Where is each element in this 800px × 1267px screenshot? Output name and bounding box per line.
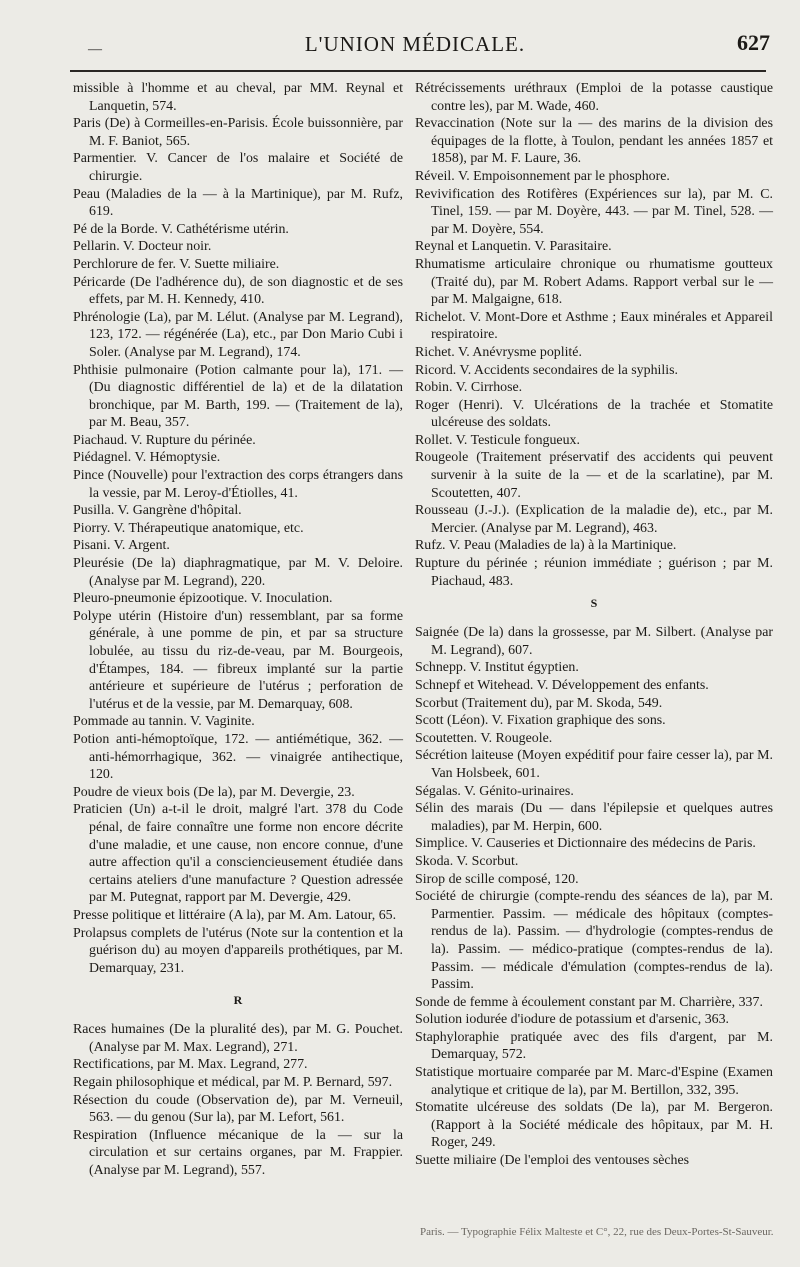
index-entry: Rétrécissements uréthraux (Emploi de la potasse caustique contre les), par M. Wade, 460. (415, 81, 773, 114)
index-entry: Rufz. V. Peau (Maladies de la) à la Martinique. (415, 538, 677, 554)
index-entry: Prolapsus complets de l'utérus (Note sur la contention et la guérison du) au moyen d'appareils prothétiques, par M. Demarquay, 231. (73, 925, 403, 976)
index-entry: Pommade au tannin. V. Vaginite. (73, 714, 255, 730)
index-entry: Statistique mortuaire comparée par M. Marc-d'Espine (Examen analytique et critique de la), par M. Bertillon, 332, 395. (415, 1065, 773, 1098)
index-entry: Pellarin. V. Docteur noir. (73, 239, 212, 255)
index-entry: Scorbut (Traitement du), par M. Skoda, 549. (415, 695, 663, 711)
index-entry: Sonde de femme à écoulement constant par M. Charrière, 337. (415, 994, 763, 1010)
index-entry: Peau (Maladies de la — à la Martinique), par M. Rufz, 619. (73, 186, 403, 220)
running-head (60, 28, 770, 64)
index-entry: Piédagnel. V. Hémoptysie. (73, 450, 221, 466)
index-entry: Rupture du périnée ; réunion immédiate ; guérison ; par M. Piachaud, 483. (415, 556, 773, 589)
index-entry: Schnepf et Witehead. V. Développement des enfants. (415, 678, 709, 693)
index-entry: Richet. V. Anévrysme poplité. (415, 344, 582, 360)
index-entry: Paris (De) à Cormeilles-en-Parisis. École buissonnière, par M. F. Baniot, 565. (73, 116, 403, 149)
index-entry: Pusilla. V. Gangrène d'hôpital. (73, 503, 242, 519)
index-entry: Piachaud. V. Rupture du périnée. (73, 432, 256, 448)
index-entry: Poudre de vieux bois (De la), par M. Devergie, 23. (73, 784, 355, 800)
index-entry: Rougeole (Traitement préservatif des accidents qui peuvent survenir à la suite de la — et de la scarlatine), par M. Scoutetten, 407. (415, 450, 773, 501)
index-entry: Scott (Léon). V. Fixation graphique des sons. (415, 713, 666, 729)
index-entry: Phthisie pulmonaire (Potion calmante pour la), 171. — (Du diagnostic différentiel de la) et de la dilatation bronchique, par M. Barth, 199. — (Traitement de la), par M. Beau, 357. (73, 362, 403, 431)
index-entry: Pisani. V. Argent. (73, 538, 170, 554)
entries-p (73, 80, 403, 977)
index-entry: Richelot. V. Mont-Dore et Asthme ; Eaux minérales et Appareil respiratoire. (415, 309, 773, 343)
header-mark: — (88, 42, 102, 57)
header-rule (70, 70, 766, 72)
index-entry: Stomatite ulcéreuse des soldats (De la), par M. Bergeron. (Rapport à la Société médicale des hôpitaux, par M. H. Roger, 249. (415, 1100, 773, 1151)
index-entry: Saignée (De la) dans la grossesse, par M. Silbert. (Analyse par M. Legrand), 607. (415, 625, 773, 658)
index-entry: Solution iodurée d'iodure de potassium et d'arsenic, 363. (415, 1012, 730, 1028)
index-entry: Presse politique et littéraire (A la), par M. Am. Latour, 65. (73, 907, 397, 923)
index-entry: Praticien (Un) a-t-il le droit, malgré l'art. 378 du Code pénal, de faire connaître une forme non encore décrite d'une maladie, et une cause, non encore connue, d'une autre affection qu'il a consciencieusement étudiée dans certains ateliers d'une manufacture ? Question adressée par M. Putegnat, rapport par M. Devergie, 429. (73, 802, 403, 906)
index-entry: Scoutetten. V. Rougeole. (415, 730, 553, 746)
index-entry: Péricarde (De l'adhérence du), de son diagnostic et de ses effets, par M. H. Kennedy, 410. (73, 274, 403, 308)
index-entry: Reynal et Lanquetin. V. Parasitaire. (415, 239, 612, 255)
index-entry: Rousseau (J.-J.). (Explication de la maladie de), etc., par M. Mercier. (Analyse par M. Legrand), 463. (415, 503, 773, 536)
index-entry: Pleuro-pneumonie épizootique. V. Inoculation. (73, 591, 333, 607)
index-entry: Société de chirurgie (compte-rendu des séances de la), par M. Parmentier. Passim. — médicale des hôpitaux (comptes-rendus de la). Passim. — d'hydrologie (comptes-rendus de la). Passim. — médico-pratique (comptes-rendus de la). Passim. — médicale d'émulation (comptes-rendus de la). Passim. (415, 889, 773, 993)
index-entry: missible à l'homme et au cheval, par MM. Reynal et Lanquetin, 574. (73, 81, 403, 114)
index-entry: Robin. V. Cirrhose. (415, 380, 523, 396)
printer-footer: Paris. — Typographie Félix Malteste et C°, 22, rue des Deux-Portes-St-Sauveur. (420, 1226, 774, 1238)
index-entry: Polype utérin (Histoire d'un) ressemblant, par sa forme générale, à une pomme de pin, et par sa structure lobulée, au tissu du riz-de-veau, par M. Bourgeois, d'Étampes, 184. — fibreux implanté sur la partie antérieure et supérieure de l'utérus ; perforation de l'utérus et de la vessie, par M. Demarquay, 608. (73, 608, 403, 712)
index-entry: Suette miliaire (De l'emploi des ventouses sèches (415, 1153, 690, 1169)
section-letter-s: S (590, 596, 598, 611)
index-entry: Regain philosophique et médical, par M. P. Bernard, 597. (73, 1075, 393, 1091)
index-entry: Schnepp. V. Institut égyptien. (415, 660, 579, 676)
index-entry: Sélin des marais (Du — dans l'épilepsie et quelques autres maladies), par M. Herpin, 600. (415, 801, 773, 834)
index-entry: Revivification des Rotifères (Expériences sur la), par M. C. Tinel, 159. — par M. Doyère, 443. — par M. Tinel, 528. — par M. Doyère, 554. (415, 186, 773, 237)
index-entry: Sécrétion laiteuse (Moyen expéditif pour faire cesser la), par M. Van Holsbeek, 601. (415, 748, 773, 781)
index-entry: Skoda. V. Scorbut. (415, 853, 519, 869)
page-number: 627 (737, 30, 770, 55)
section-letter-r: R (233, 993, 243, 1008)
index-entry: Simplice. V. Causeries et Dictionnaire des médecins de Paris. (415, 836, 756, 852)
index-entry: Résection du coude (Observation de), par M. Verneuil, 563. — du genou (Sur la), par M. Lefort, 561. (73, 1092, 403, 1126)
index-entry: Pleurésie (De la) diaphragmatique, par M. V. Deloire. (Analyse par M. Legrand), 220. (73, 556, 403, 589)
index-entry: Respiration (Influence mécanique de la — sur la circulation et sur certains organes, par M. Frappier. (Analyse par M. Legrand), 557. (73, 1127, 403, 1179)
index-entry: Roger (Henri). V. Ulcérations de la trachée et Stomatite ulcéreuse des soldats. (415, 397, 773, 431)
left-column (73, 80, 403, 1180)
index-entry: Rhumatisme articulaire chronique ou rhumatisme goutteux (Traité du), par M. Robert Adams. Rapport verbal sur le — par M. Malgaigne, 618. (415, 256, 773, 308)
index-entry: Ségalas. V. Génito-urinaires. (415, 783, 574, 799)
entries-s (415, 624, 773, 1169)
right-column (415, 80, 773, 1170)
entries-r-left (73, 1021, 403, 1179)
index-entry: Parmentier. V. Cancer de l'os malaire et Société de chirurgie. (73, 151, 403, 184)
index-entry: Races humaines (De la pluralité des), par M. G. Pouchet. (Analyse par M. Max. Legrand), 271. (73, 1022, 403, 1055)
index-entry: Réveil. V. Empoisonnement par le phosphore. (415, 168, 670, 184)
index-entry: Rectifications, par M. Max. Legrand, 277. (73, 1057, 308, 1073)
index-entry: Pince (Nouvelle) pour l'extraction des corps étrangers dans la vessie, par M. Leroy-d'Étiolles, 41. (73, 468, 403, 501)
page-title: L'UNION MÉDICALE. (304, 32, 526, 56)
index-entry: Rollet. V. Testicule fongueux. (415, 432, 580, 448)
index-entry: Sirop de scille composé, 120. (415, 871, 579, 887)
index-entry: Ricord. V. Accidents secondaires de la syphilis. (415, 362, 678, 378)
index-entry: Potion anti-hémoptoïque, 172. — antiémétique, 362. — anti-hémorrhagique, 362. — vinaigrée antihectique, 120. (73, 731, 403, 783)
entries-r-right (415, 80, 773, 590)
index-entry: Piorry. V. Thérapeutique anatomique, etc. (73, 520, 304, 536)
index-entry: Perchlorure de fer. V. Suette miliaire. (73, 256, 280, 272)
index-entry: Pé de la Borde. V. Cathétérisme utérin. (73, 221, 289, 237)
index-entry: Staphyloraphie pratiquée avec des fils d'argent, par M. Demarquay, 572. (415, 1029, 773, 1063)
index-entry: Revaccination (Note sur la — des marins de la division des équipages de la flotte, à Toulon, pendant les années 1857 et 1858), par M. F. Laure, 36. (415, 116, 773, 167)
index-entry: Phrénologie (La), par M. Lélut. (Analyse par M. Legrand), 123, 172. — régénérée (La), etc., par Don Mario Cubi i Soler. (Analyse par M. Legrand), 174. (73, 309, 403, 360)
